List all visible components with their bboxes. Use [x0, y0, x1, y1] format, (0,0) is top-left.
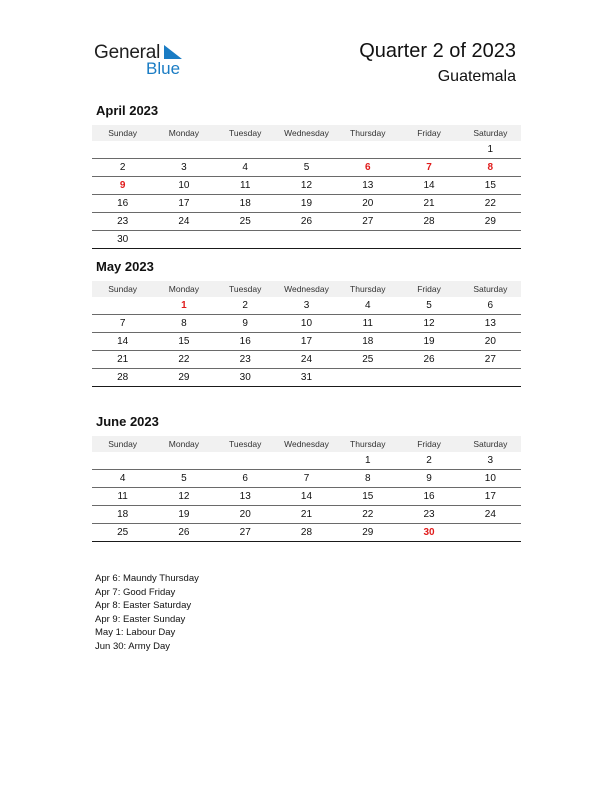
- weekday-label: Sunday: [108, 439, 138, 449]
- day-cell: 24: [178, 216, 190, 227]
- day-cell: 29: [362, 527, 374, 538]
- day-cell: 8: [364, 473, 371, 484]
- weekday-label: Wednesday: [284, 128, 329, 138]
- day-cell: 29: [484, 216, 496, 227]
- day-cell: 10: [300, 318, 313, 329]
- week-row: [92, 195, 521, 213]
- holiday-day-cell: 1: [181, 300, 187, 311]
- week-row: [92, 333, 521, 351]
- weekday-label: Sunday: [108, 284, 138, 294]
- day-cell: 22: [178, 354, 190, 365]
- week-row: [92, 369, 521, 387]
- weekday-label: Monday: [168, 439, 200, 449]
- day-cell: 16: [423, 491, 435, 502]
- day-cell: 26: [300, 216, 313, 227]
- week-row: [92, 177, 521, 195]
- day-cell: 13: [362, 180, 374, 191]
- day-cell: 19: [423, 336, 435, 347]
- day-cell: 25: [362, 354, 374, 365]
- day-cell: 20: [484, 336, 496, 347]
- holiday-day-cell: 7: [426, 162, 432, 173]
- holiday-day-cell: 30: [423, 527, 435, 538]
- logo-blue-text: Blue: [146, 59, 181, 78]
- day-cell: 7: [303, 473, 310, 484]
- day-cell: 30: [239, 372, 251, 383]
- day-cell: 13: [484, 318, 496, 329]
- holiday-day-cell: 9: [119, 180, 126, 191]
- day-cell: 27: [484, 354, 496, 365]
- day-cell: 7: [119, 318, 126, 329]
- weekday-header: [92, 436, 521, 452]
- weekday-label: Thursday: [350, 439, 386, 449]
- day-cell: 28: [423, 216, 435, 227]
- day-cell: 23: [423, 509, 435, 520]
- day-cell: 5: [181, 473, 187, 484]
- weekday-label: Saturday: [473, 284, 508, 294]
- day-cell: 5: [426, 300, 432, 311]
- day-cell: 25: [117, 527, 129, 538]
- month-title: June 2023: [96, 414, 159, 429]
- holiday-item: Apr 7: Good Friday: [95, 586, 176, 598]
- day-cell: 17: [178, 198, 190, 209]
- weeks: [92, 297, 521, 387]
- holiday-day-cell: 6: [364, 162, 371, 173]
- day-cell: 4: [119, 473, 126, 484]
- week-row: [92, 524, 521, 542]
- day-cell: 20: [239, 509, 251, 520]
- week-row: [92, 351, 521, 369]
- day-cell: 22: [362, 509, 374, 520]
- day-cell: 23: [239, 354, 251, 365]
- weekday-label: Monday: [168, 128, 200, 138]
- day-cell: 30: [117, 234, 129, 245]
- day-cell: 3: [181, 162, 187, 173]
- day-cell: 26: [423, 354, 435, 365]
- day-cell: 23: [117, 216, 129, 227]
- day-cell: 11: [362, 318, 373, 329]
- week-row: [92, 470, 521, 488]
- logo: [94, 42, 194, 78]
- day-cell: 18: [362, 336, 374, 347]
- day-cell: 3: [487, 455, 494, 466]
- weekday-label: Wednesday: [284, 284, 329, 294]
- month-title: May 2023: [96, 259, 154, 274]
- day-cell: 16: [239, 336, 251, 347]
- month-title: April 2023: [96, 103, 159, 118]
- weekday-label: Saturday: [473, 128, 508, 138]
- day-cell: 19: [178, 509, 190, 520]
- week-row: [92, 213, 521, 231]
- weekday-label: Wednesday: [284, 439, 329, 449]
- country-name: Guatemala: [437, 68, 516, 85]
- day-cell: 27: [362, 216, 374, 227]
- day-cell: 21: [300, 509, 313, 520]
- weekday-label: Tuesday: [229, 284, 262, 294]
- holiday-day-cell: 8: [487, 162, 494, 173]
- week-row: [92, 159, 521, 177]
- day-cell: 20: [362, 198, 374, 209]
- day-cell: 11: [240, 180, 251, 191]
- day-cell: 8: [181, 318, 187, 329]
- week-row: [92, 488, 521, 506]
- day-cell: 14: [117, 336, 129, 347]
- holiday-list: [95, 572, 199, 654]
- weekday-label: Thursday: [350, 284, 386, 294]
- day-cell: 1: [364, 455, 371, 466]
- month-may: [92, 259, 521, 387]
- holiday-item: Apr 8: Easter Saturday: [95, 600, 192, 612]
- weekday-header: [92, 281, 521, 297]
- day-cell: 5: [303, 162, 310, 173]
- week-row: [92, 141, 521, 159]
- week-row: [92, 231, 521, 249]
- day-cell: 27: [239, 527, 251, 538]
- day-cell: 6: [487, 300, 494, 311]
- day-cell: 22: [484, 198, 496, 209]
- day-cell: 2: [119, 162, 126, 173]
- day-cell: 15: [484, 180, 496, 191]
- day-cell: 14: [300, 491, 313, 502]
- day-cell: 14: [423, 180, 435, 191]
- day-cell: 28: [117, 372, 129, 383]
- holiday-item: Jun 30: Army Day: [95, 640, 170, 652]
- day-cell: 2: [242, 300, 248, 311]
- week-row: [92, 506, 521, 524]
- day-cell: 26: [178, 527, 190, 538]
- holiday-item: Apr 6: Maundy Thursday: [95, 573, 199, 584]
- day-cell: 4: [242, 162, 248, 173]
- weekday-label: Thursday: [350, 128, 386, 138]
- page-title: Quarter 2 of 2023: [359, 40, 516, 62]
- day-cell: 12: [178, 491, 190, 502]
- day-cell: 4: [364, 300, 371, 311]
- weeks: [92, 141, 521, 249]
- day-cell: 12: [300, 180, 313, 191]
- day-cell: 31: [300, 372, 313, 383]
- day-cell: 13: [239, 491, 251, 502]
- week-row: [92, 315, 521, 333]
- logo-general-text: General: [94, 42, 161, 63]
- day-cell: 12: [423, 318, 435, 329]
- weekday-label: Tuesday: [229, 128, 262, 138]
- weekday-header: [92, 125, 521, 141]
- day-cell: 21: [423, 198, 435, 209]
- day-cell: 15: [362, 491, 374, 502]
- week-row: [92, 297, 521, 315]
- day-cell: 18: [239, 198, 251, 209]
- weekday-label: Friday: [417, 284, 441, 294]
- day-cell: 19: [300, 198, 313, 209]
- day-cell: 18: [117, 509, 129, 520]
- day-cell: 11: [117, 491, 128, 502]
- day-cell: 3: [303, 300, 310, 311]
- weekday-label: Monday: [168, 284, 200, 294]
- weekday-label: Sunday: [108, 128, 138, 138]
- weekday-label: Saturday: [473, 439, 508, 449]
- day-cell: 10: [484, 473, 496, 484]
- month-june: [92, 414, 521, 542]
- day-cell: 16: [117, 198, 129, 209]
- day-cell: 1: [487, 144, 494, 155]
- day-cell: 21: [117, 354, 129, 365]
- day-cell: 6: [242, 473, 248, 484]
- day-cell: 17: [300, 336, 313, 347]
- day-cell: 29: [178, 372, 190, 383]
- day-cell: 9: [426, 473, 432, 484]
- day-cell: 24: [484, 509, 496, 520]
- holiday-item: May 1: Labour Day: [95, 627, 176, 639]
- holiday-item: Apr 9: Easter Sunday: [95, 613, 186, 625]
- day-cell: 9: [242, 318, 248, 329]
- day-cell: 10: [178, 180, 190, 191]
- week-row: [92, 452, 521, 470]
- day-cell: 2: [426, 455, 432, 466]
- weekday-label: Tuesday: [229, 439, 262, 449]
- weekday-label: Friday: [417, 128, 441, 138]
- month-april: [92, 103, 521, 249]
- day-cell: 28: [300, 527, 313, 538]
- day-cell: 24: [300, 354, 313, 365]
- day-cell: 25: [239, 216, 251, 227]
- weekday-label: Friday: [417, 439, 441, 449]
- weeks: [92, 452, 521, 542]
- day-cell: 15: [178, 336, 190, 347]
- day-cell: 17: [484, 491, 496, 502]
